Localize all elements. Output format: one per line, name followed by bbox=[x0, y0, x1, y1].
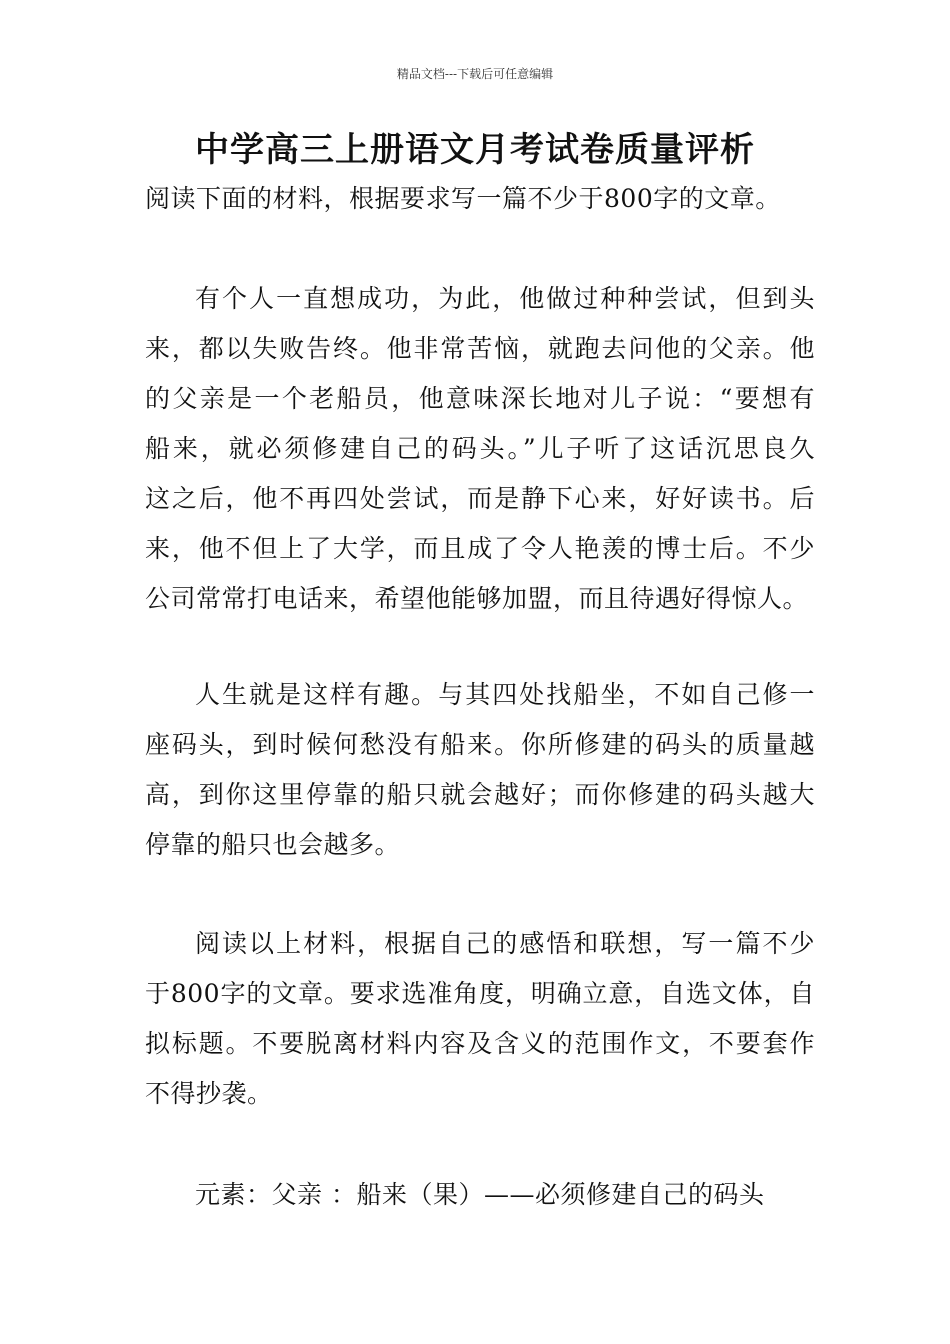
paragraph-line: 的父亲是一个老船员，他意味深长地对儿子说：“要想有 bbox=[145, 384, 815, 413]
paragraph-line: 停靠的船只也会越多。 bbox=[145, 830, 401, 859]
story-paragraph bbox=[145, 274, 815, 624]
header-note: 精品文档---下载后可任意编辑 bbox=[396, 67, 554, 81]
paragraph-line: 高，到你这里停靠的船只就会越好；而你修建的码头越大 bbox=[145, 780, 815, 809]
instructions-paragraph bbox=[145, 919, 815, 1119]
paragraph-line: 人生就是这样有趣。与其四处找船坐，不如自己修一 bbox=[195, 680, 815, 709]
paragraph-line: 公司常常打电话来，希望他能够加盟，而且待遇好得惊人。 bbox=[145, 584, 809, 613]
paragraph-line: 船来，就必须修建自己的码头。”儿子听了这话沉思良久 bbox=[145, 434, 815, 463]
paragraph-line: 拟标题。不要脱离材料内容及含义的范围作文，不要套作 bbox=[145, 1029, 815, 1058]
paragraph-line: 于800字的文章。要求选准角度，明确立意，自选文体，自 bbox=[145, 979, 815, 1008]
paragraph-line: 阅读以上材料，根据自己的感悟和联想，写一篇不少 bbox=[195, 929, 815, 958]
elements-paragraph bbox=[145, 1170, 815, 1220]
intro-paragraph bbox=[145, 174, 815, 224]
document-title: 中学高三上册语文月考试卷质量评析 bbox=[195, 130, 755, 170]
paragraph-line: 有个人一直想成功，为此，他做过种种尝试，但到头 bbox=[195, 284, 815, 313]
paragraph-line: 不得抄袭。 bbox=[145, 1079, 273, 1108]
paragraph-line: 来，都以失败告终。他非常苦恼，就跑去问他的父亲。他 bbox=[145, 334, 815, 363]
intro-line: 阅读下面的材料，根据要求写一篇不少于800字的文章。 bbox=[145, 184, 781, 213]
paragraph-line: 来，他不但上了大学，而且成了令人艳羡的博士后。不少 bbox=[145, 534, 815, 563]
paragraph-line: 座码头，到时候何愁没有船来。你所修建的码头的质量越 bbox=[145, 730, 815, 759]
reflection-paragraph bbox=[145, 670, 815, 870]
paragraph-line: 这之后，他不再四处尝试，而是静下心来，好好读书。后 bbox=[145, 484, 815, 513]
paragraph-line: 元素：父亲 ：船来（果）——必须修建自己的码头 bbox=[195, 1180, 765, 1209]
